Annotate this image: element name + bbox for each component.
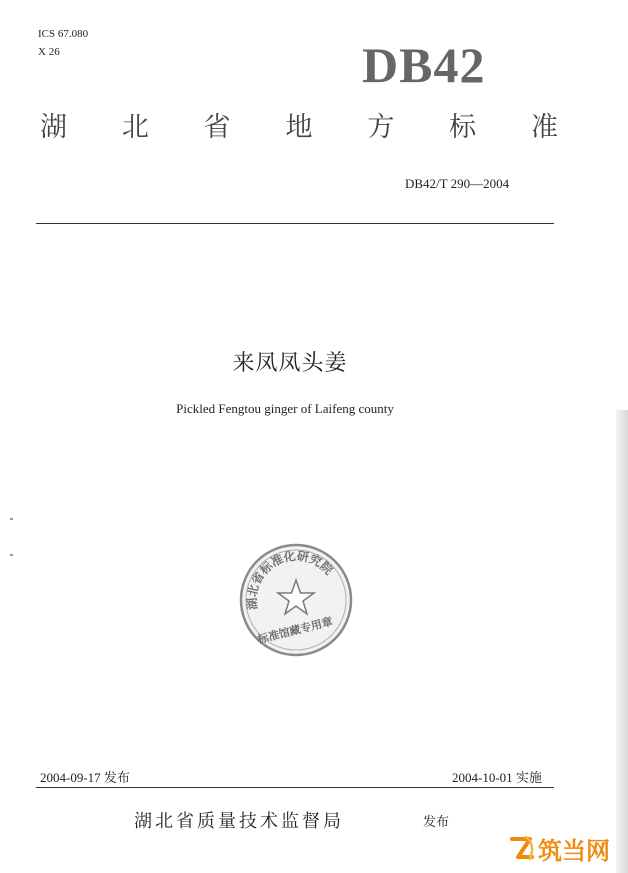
document-title-english: Pickled Fengtou ginger of Laifeng county [176, 401, 394, 416]
standard-type-char: 准 [530, 112, 558, 143]
classification-code: X 26 [38, 46, 60, 58]
footer-divider [36, 787, 554, 788]
page-edge-shadow [616, 410, 628, 873]
standard-type-char: 方 [367, 112, 395, 143]
implement-date: 2004-10-01 实施 [452, 770, 542, 785]
publish-date: 2004-09-17 发布 [40, 770, 130, 785]
standard-number: DB42/T 290—2004 [405, 176, 510, 191]
standard-logo: DB42 [362, 37, 486, 93]
svg-text:湖北省标准化研究院: 湖北省标准化研究院 [244, 548, 336, 611]
standard-type-char: 标 [449, 112, 477, 143]
header-divider [36, 223, 554, 224]
issuing-label: 发布 [423, 815, 450, 830]
watermark-logo-icon [508, 833, 536, 863]
site-watermark [508, 830, 610, 866]
standard-type-char: 北 [121, 112, 149, 143]
margin-mark [10, 518, 13, 520]
standard-type-char: 地 [285, 112, 313, 143]
standard-type-char: 省 [203, 112, 231, 143]
watermark-text: 筑当网 [538, 836, 610, 865]
svg-text:标准馆藏专用章: 标准馆藏专用章 [256, 614, 335, 647]
margin-mark [10, 554, 13, 556]
document-title-chinese: 来凤凤头姜 [232, 351, 348, 376]
standard-type-heading [40, 114, 558, 141]
stamp-seal-icon [236, 540, 356, 660]
library-stamp [236, 540, 356, 660]
issuing-authority: 湖北省质量技术监督局 [134, 811, 344, 832]
standard-type-char: 湖 [40, 112, 67, 143]
ics-code: ICS 67.080 [38, 28, 89, 40]
